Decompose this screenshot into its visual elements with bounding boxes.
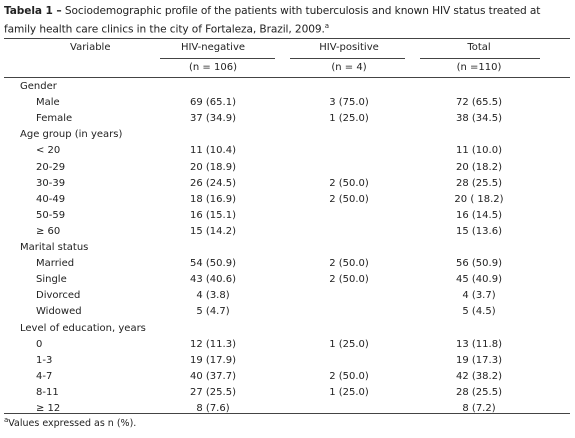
cell-hiv-positive: 2 (50.0) (329, 370, 369, 382)
row-label: 50-59 (36, 209, 66, 221)
header-rule-total (420, 58, 540, 59)
cell-total: 20 ( 18.2) (454, 193, 504, 205)
cell-total: 16 (14.5) (456, 209, 502, 221)
cell-total: 13 (11.8) (456, 338, 502, 350)
row-label: 30-39 (36, 177, 66, 189)
cell-total: 20 (18.2) (456, 161, 502, 173)
cell-total: 28 (25.5) (456, 386, 502, 398)
row-label: 4-7 (36, 370, 53, 382)
cell-total: 5 (4.5) (462, 306, 496, 318)
table-header-rule (4, 77, 570, 78)
cell-hiv-positive: 2 (50.0) (329, 274, 369, 286)
cell-total: 15 (13.6) (456, 225, 502, 237)
header-rule-hiv-positive (290, 58, 405, 59)
row-label: 40-49 (36, 193, 66, 205)
row-label: 20-29 (36, 161, 66, 173)
footnote-text: Values expressed as n (%). (8, 418, 137, 429)
section-label: Marital status (20, 242, 89, 253)
cell-hiv-negative: 69 (65.1) (190, 97, 236, 109)
cell-hiv-positive: 2 (50.0) (329, 177, 369, 189)
header-n-total: (n =110) (456, 62, 502, 73)
row-label: < 20 (36, 145, 61, 157)
cell-hiv-negative: 5 (4.7) (196, 306, 230, 318)
cell-hiv-negative: 26 (24.5) (190, 177, 236, 189)
cell-hiv-positive: 1 (25.0) (329, 113, 369, 125)
table-caption (4, 4, 570, 38)
cell-hiv-negative: 19 (17.9) (190, 354, 236, 366)
header-hiv-positive: HIV-positive (319, 42, 379, 53)
cell-hiv-positive: 2 (50.0) (329, 193, 369, 205)
caption-footnote-marker: a (324, 22, 329, 30)
cell-hiv-positive: 3 (75.0) (329, 97, 369, 109)
cell-total: 4 (3.7) (462, 290, 496, 302)
section-label: Gender (20, 81, 57, 92)
row-label: ≥ 60 (36, 225, 61, 237)
table-bottom-rule (4, 413, 570, 414)
header-rule-hiv-negative (160, 58, 275, 59)
cell-hiv-negative: 11 (10.4) (190, 145, 236, 157)
header-n-hiv-positive: (n = 4) (331, 62, 367, 73)
row-label: ≥ 12 (36, 403, 61, 414)
cell-hiv-negative: 18 (16.9) (190, 193, 236, 205)
cell-hiv-negative: 37 (34.9) (190, 113, 236, 125)
cell-hiv-negative: 15 (14.2) (190, 225, 236, 237)
cell-hiv-negative: 4 (3.8) (196, 290, 230, 302)
cell-total: 8 (7.2) (462, 403, 496, 414)
row-label: Female (36, 113, 73, 125)
cell-total: 42 (38.2) (456, 370, 502, 382)
row-label: Divorced (36, 290, 81, 302)
cell-hiv-negative: 54 (50.9) (190, 258, 236, 270)
row-label: Widowed (36, 306, 82, 318)
cell-hiv-negative: 40 (37.7) (190, 370, 236, 382)
section-label: Level of education, years (20, 322, 146, 334)
row-label: Married (36, 258, 75, 270)
cell-hiv-negative: 27 (25.5) (190, 386, 236, 398)
section-label: Age group (in years) (20, 129, 123, 141)
cell-hiv-negative: 43 (40.6) (190, 274, 236, 286)
cell-hiv-positive: 1 (25.0) (329, 386, 369, 398)
row-label: 0 (36, 338, 43, 350)
cell-hiv-positive: 1 (25.0) (329, 338, 369, 350)
cell-total: 38 (34.5) (456, 113, 502, 125)
cell-total: 19 (17.3) (456, 354, 502, 366)
row-label: 8-11 (36, 386, 59, 398)
cell-hiv-negative: 20 (18.9) (190, 161, 236, 173)
cell-total: 11 (10.0) (456, 145, 502, 157)
table-footnote (4, 415, 137, 430)
row-label: Male (36, 97, 60, 109)
footnote-marker: a (4, 415, 9, 424)
cell-total: 45 (40.9) (456, 274, 502, 286)
cell-hiv-negative: 12 (11.3) (190, 338, 236, 350)
row-label: Single (36, 274, 67, 286)
cell-hiv-negative: 8 (7.6) (196, 403, 230, 414)
row-label: 1-3 (36, 354, 53, 366)
table-label: Tabela 1 – (4, 5, 62, 17)
header-n-hiv-negative: (n = 106) (189, 62, 237, 73)
table-top-rule (4, 38, 570, 39)
header-hiv-negative: HIV-negative (180, 42, 246, 53)
cell-total: 28 (25.5) (456, 177, 502, 189)
header-variable: Variable (70, 42, 111, 53)
cell-total: 72 (65.5) (456, 97, 502, 109)
cell-hiv-negative: 16 (15.1) (190, 209, 236, 221)
cell-hiv-positive: 2 (50.0) (329, 258, 369, 270)
cell-total: 56 (50.9) (456, 258, 502, 270)
header-total: Total (467, 42, 491, 53)
caption-text: Sociodemographic profile of the patients with tuberculosis and known HIV status treated at family health care clinics in the city of Fortaleza, Brazil, 2009. (4, 5, 541, 36)
